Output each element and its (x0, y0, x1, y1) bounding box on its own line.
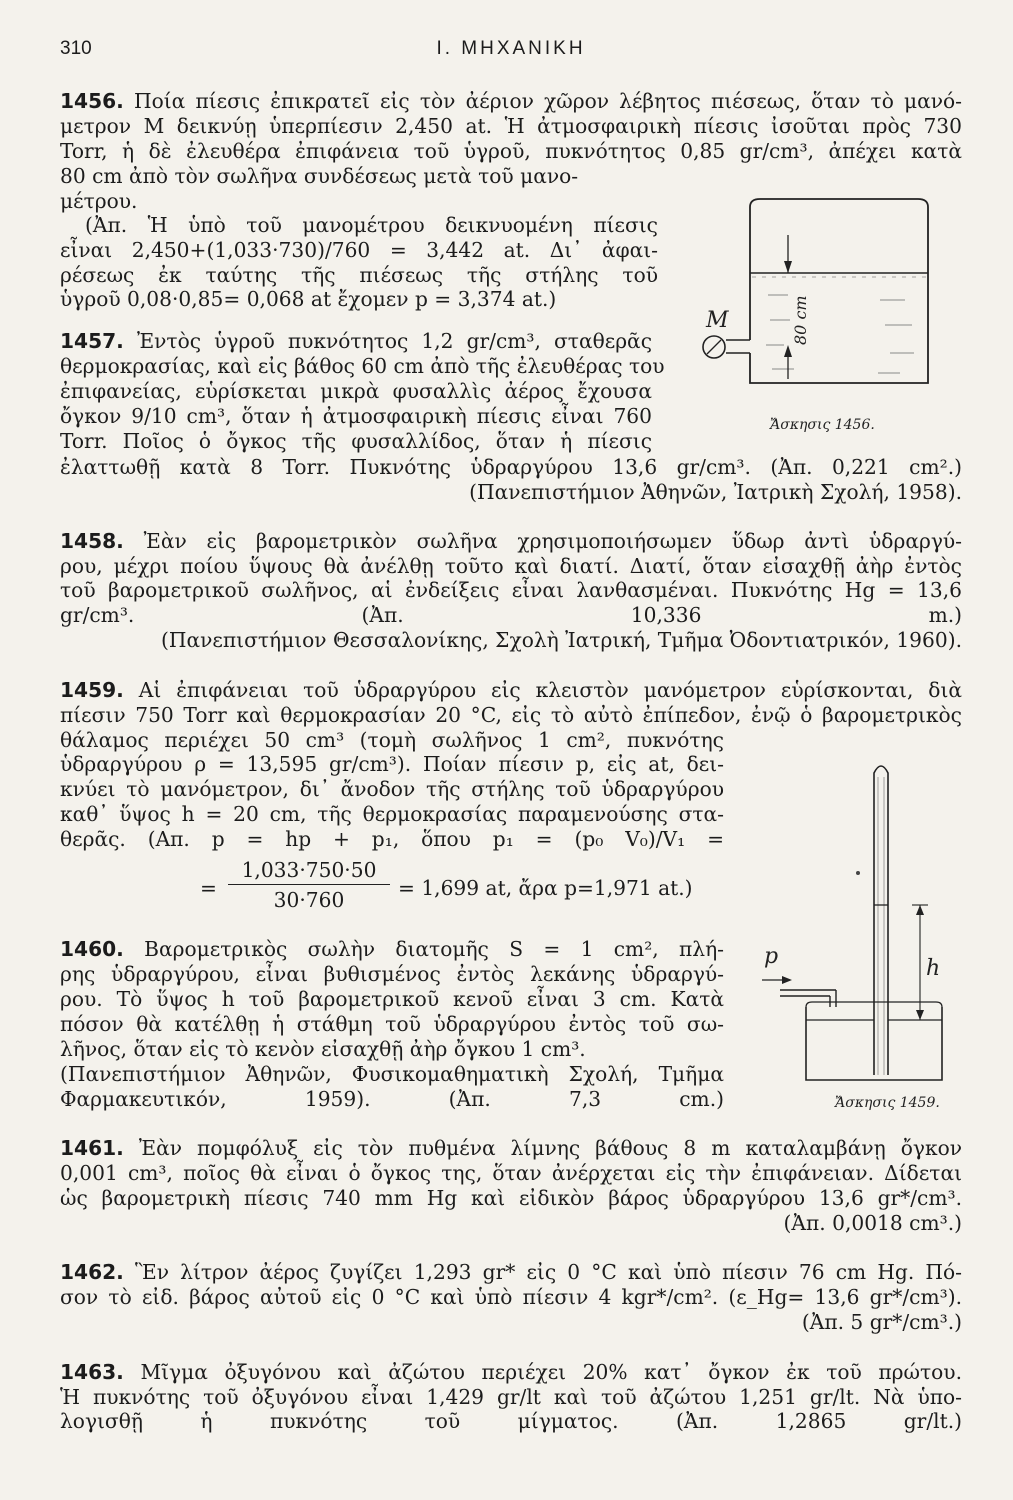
closed-manometer-diagram (750, 745, 980, 1120)
source-line: (Πανεπιστήμιον Θεσσαλονίκης, Σχολὴ Ἰατρική, Τμῆμα Ὀδοντιατρικόν, 1960). (161, 628, 962, 652)
text-line: (Ἀπ. Ἡ ὑπὸ τοῦ μανομέτρου δεικνυομένη πίεσις (85, 213, 658, 237)
text-line: 1461. Ἐὰν πομφόλυξ εἰς τὸν πυθμένα λίμνης βάθους 8 m καταλαμβάνῃ ὄγκον (60, 1136, 962, 1160)
text-line: κνύει τὸ μανόμετρον, δι᾽ ἄνοδον τῆς στήλης τοῦ ὑδραργύρου (60, 777, 724, 801)
page-header (60, 38, 962, 68)
text-line: καθ᾽ ὕψος h = 20 cm, τῆς θερμοκρασίας παραμενούσης στα- (60, 802, 724, 826)
text-line: θερμοκρασίας, καὶ εἰς βάθος 60 cm ἀπὸ τῆς ἐλευθέρας του (60, 354, 665, 378)
fraction-numerator: 1,033·750·50 (241, 858, 377, 882)
text-line: ρου, μέχρι ποίου ὕψους θὰ ἀνέλθῃ τοῦτο καὶ διατί. Διατί, ὅταν εἰσαχθῇ ἀὴρ ἐντὸς (60, 554, 962, 578)
text-line: 80 cm ἀπὸ τὸν σωλῆνα συνδέσεως μετὰ τοῦ μανο- (60, 164, 579, 188)
text-line: μετρον Μ δεικνύῃ ὑπερπίεσιν 2,450 at. Ἡ ἀτμοσφαιρικὴ πίεσις ἰσοῦται πρὸς 730 (60, 114, 962, 138)
text-line: εἶναι 2,450+(1,033·730)/760 = 3,442 at. Δι᾽ ἀφαι- (60, 238, 658, 262)
text-line: Torr, ἡ δὲ ἐλευθέρα ἐπιφάνεια τοῦ ὑγροῦ, πυκνότητος 0,85 gr/cm³, ἀπέχει κατὰ (60, 139, 962, 163)
text-line: πίεσιν 750 Torr καὶ θερμοκρασίαν 20 °C, εἰς τὸ αὐτὸ ἐπίπεδον, ἐνῷ ὁ βαρομετρικὸς (60, 703, 962, 727)
text-line: Φαρμακευτικόν, 1959). (Ἀπ. 7,3 cm.) (60, 1087, 724, 1111)
text-line: ρης ὑδραργύρου, εἶναι βυθισμένος ἐντὸς λεκάνης ὑδραργύ- (60, 962, 724, 986)
source-line: (Πανεπιστήμιον Ἀθηνῶν, Ἰατρικὴ Σχολή, 1958). (469, 480, 962, 504)
text-line: Ἡ πυκνότης τοῦ ὀξυγόνου εἶναι 1,429 gr/lt καὶ τοῦ ἀζώτου 1,251 gr/lt. Νὰ ὑπο- (60, 1385, 962, 1409)
text-line: σον τὸ εἰδ. βάρος αὐτοῦ εἰς 0 °C καὶ ὑπὸ πίεσιν 4 kgr*/cm². (ε_Hg= 13,6 gr*/cm³). (60, 1285, 962, 1309)
running-title: I. ΜΗΧΑΝΙΚΗ (436, 38, 586, 59)
figure-caption: Ἄσκησις 1456. (770, 417, 875, 433)
text-line: 0,001 cm³, ποῖος θὰ εἶναι ὁ ὄγκος της, ὅταν ἀνέρχεται εἰς τὴν ἐπιφάνειαν. Δίδεται (60, 1161, 962, 1185)
text-line: λῆνος, ὅταν εἰς τὸ κενὸν εἰσαχθῇ ἀὴρ ὄγκου 1 cm³. (60, 1037, 586, 1061)
text-line: θάλαμος περιέχει 50 cm³ (τομὴ σωλῆνος 1 cm², πυκνότης (60, 728, 724, 752)
text-line: (Πανεπιστήμιον Ἀθηνῶν, Φυσικομαθηματικὴ Σχολή, Τμῆμα (60, 1062, 724, 1086)
manometer-label: M (706, 308, 729, 333)
pressure-label: p (764, 944, 779, 969)
textbook-page: 310 I. ΜΗΧΑΝΙΚΗ 1456. Ποία πίεσις ἐπικρατεῖ εἰς τὸν ἀέριον χῶρον λέβητος πιέσεως, ὅταν τὸ μανό- μετρον Μ δεικνύῃ ὑπερπίεσιν 2,450 at. Ἡ ἀτμοσφαιρικὴ πίεσις ἰσοῦται πρὸς 730 Torr, ἡ δὲ ἐλευθέρα ἐπιφάνεια τοῦ ὑγροῦ, πυκνότητος 0,85 gr/cm³, ἀπέχει κατὰ 80 cm ἀπὸ τὸν σωλῆνα συνδέσεως μετὰ τοῦ μανο- μέτρου. (Ἀπ. Ἡ ὑπὸ τοῦ μανομέτρου δεικνυομένη πίεσις εἶναι 2,450+(1,033·730)/760 = 3,442 at. Δι᾽ ἀφαι- ρέσεως ἐκ ταύτης τῆς πιέσεως τῆς στήλης τοῦ ὑγροῦ 0,08·0,85= 0,068 at ἔχομεν p = 3,374 at.) 80 cm M Ἄσκησις 1456. 1457. Ἐντὸς ὑγροῦ πυκνότητος 1,2 gr/cm³, σταθερᾶς θερμοκρασίας, καὶ εἰς βάθος 60 cm ἀπὸ τῆς ἐλευθέρας του ἐπιφανείας, εὑρίσκεται μικρὰ φυσαλλὶς ἀέρος ἔχουσα ὄγκον 9/10 cm³, ὅταν ἡ ἀτμοσφαιρικὴ πίεσις εἶναι 760 Torr. Ποῖος ὁ ὄγκος τῆς φυσαλλίδος, ὅταν ἡ πίεσις ἐλαττωθῇ κατὰ 8 Torr. Πυκνότης ὑδραργύρου 13,6 gr/cm³. (Ἀπ. 0,221 cm².) (Πανεπιστήμιον Ἀθηνῶν, Ἰατρικὴ Σχολή, 1958). 1458. Ἐὰν εἰς βαρομετρικὸν σωλῆνα χρησιμοποιήσωμεν ὕδωρ ἀντὶ ὑδραργύ- ρου, μέχρι ποίου ὕψους θὰ ἀνέλθῃ τοῦτο καὶ διατί. Διατί, ὅταν εἰσαχθῇ ἀὴρ ἐντὸς τοῦ βαρομετρικοῦ σωλῆνος, αἱ ἐνδείξεις εἶναι λανθασμέναι. Πυκνότης Hg = 13,6 gr/cm³. (Ἀπ. 10,336 m.) (Πανεπιστήμιον Θεσσαλονίκης, Σχολὴ Ἰατρική, Τμῆμα Ὀδοντιατρικόν, 1960). 1459. Αἱ ἐπιφάνειαι τοῦ ὑδραργύρου εἰς κλειστὸν μανόμετρον εὑρίσκονται, διὰ πίεσιν 750 Torr καὶ θερμοκρασίαν 20 °C, εἰς τὸ αὐτὸ ἐπίπεδον, ἐνῷ ὁ βαρομετρικὸς θάλαμος περιέχει 50 cm³ (τομὴ σωλῆνος 1 cm², πυκνότης ὑδραργύρου ρ = 13,595 gr/cm³). Ποίαν πίεσιν p, εἰς at, δει- κνύει τὸ μανόμετρον, δι᾽ ἄνοδον τῆς στήλης τοῦ ὑδραργύρου καθ᾽ ὕψος h = 20 cm, τῆς θερμοκρασίας παραμενούσης στα- θερᾶς. (Απ. p = hp + p₁, ὅπου p₁ = (p₀ V₀)/V₁ = = 1,033·750·50 30·760 = 1,699 at, ἄρα p=1,971 at.) 1460. Βαρομετρικὸς σωλὴν διατομῆς S = 1 cm², πλή- ρης ὑδραργύρου, εἶναι βυθισμένος ἐντὸς λεκάνης ὑδραργύ- ρου. Τὸ ὕψος h τοῦ βαρομετρικοῦ κενοῦ εἶναι 3 cm. Κατὰ πόσον θὰ κατέλθῃ ἡ στάθμη τοῦ ὑδραργύρου ἐντὸς τοῦ σω- λῆνος, ὅταν εἰς τὸ κενὸν εἰσαχθῇ ἀὴρ ὄγκου 1 cm³. (Πανεπιστήμιον Ἀθηνῶν, Φυσικομαθηματικὴ Σχολή, Τμῆμα Φαρμακευτικόν, 1959). (Ἀπ. 7,3 cm.) p h Ἄσκησις 1459. 1461. Ἐὰν πομφόλυξ εἰς τὸν πυθμένα λίμνης βάθους 8 m καταλαμβάνῃ ὄγκον 0,001 cm³, ποῖος θὰ εἶναι ὁ ὄγκος της, ὅταν ἀνέρχεται εἰς τὴν ἐπιφάνειαν. Δίδεται ὡς βαρομετρικὴ πίεσις 740 mm Hg καὶ εἰδικὸν βάρος ὑδραργύρου 13,6 gr*/cm³. (Ἀπ. 0,0018 cm³.) 1462. Ἓν λίτρον ἀέρος ζυγίζει 1,293 gr* εἰς 0 °C καὶ ὑπὸ πίεσιν 76 cm Hg. Πό- σον τὸ εἰδ. βάρος αὐτοῦ εἰς 0 °C καὶ ὑπὸ πίεσιν 4 kgr*/cm². (ε_Hg= 13,6 gr*/cm³). (Ἀπ. 5 gr*/cm³.) 1463. Μῖγμα ὀξυγόνου καὶ ἀζώτου περιέχει 20% κατ᾽ ὄγκον ἐκ τοῦ πρώτου. Ἡ πυκνότης τοῦ ὀξυγόνου εἶναι 1,429 gr/lt καὶ τοῦ ἀζώτου 1,251 gr/lt. Νὰ ὑπο- λογισθῇ ἡ πυκνότης τοῦ μίγματος. (Ἀπ. 1,2865 gr/lt.) (0, 0, 1013, 1500)
page-number: 310 (60, 38, 92, 59)
text-line: 1462. Ἓν λίτρον ἀέρος ζυγίζει 1,293 gr* εἰς 0 °C καὶ ὑπὸ πίεσιν 76 cm Hg. Πό- (60, 1260, 962, 1284)
fraction-bar (228, 884, 390, 885)
text-line: ὑγροῦ 0,08·0,85= 0,068 at ἔχομεν p = 3,374 at.) (60, 287, 557, 311)
text-line: 1460. Βαρομετρικὸς σωλὴν διατομῆς S = 1 cm², πλή- (60, 937, 724, 961)
exercise-number: 1461. (60, 1136, 124, 1160)
exercise-number: 1456. (60, 89, 124, 113)
exercise-number: 1463. (60, 1360, 124, 1384)
text-line: ἐπιφανείας, εὑρίσκεται μικρὰ φυσαλλὶς ἀέρος ἔχουσα (60, 379, 652, 403)
exercise-number: 1460. (60, 937, 124, 961)
text-line: ρου. Τὸ ὕψος h τοῦ βαρομετρικοῦ κενοῦ εἶναι 3 cm. Κατὰ (60, 987, 724, 1011)
text-line: 1456. Ποία πίεσις ἐπικρατεῖ εἰς τὸν ἀέριον χῶρον λέβητος πιέσεως, ὅταν τὸ μανό- (60, 89, 962, 113)
text-line: ρέσεως ἐκ ταύτης τῆς πιέσεως τῆς στήλης τοῦ (60, 263, 658, 287)
answer-line: (Ἀπ. 5 gr*/cm³.) (801, 1310, 962, 1334)
text-line: Torr. Ποῖος ὁ ὄγκος τῆς φυσαλλίδος, ὅταν ἡ πίεσις (60, 429, 652, 453)
exercise-number: 1457. (60, 329, 124, 353)
text-line: θερᾶς. (Απ. p = hp + p₁, ὅπου p₁ = (p₀ V₀)/V₁ = (60, 827, 724, 851)
exercise-number: 1462. (60, 1260, 124, 1284)
text-line: ὄγκον 9/10 cm³, ὅταν ἡ ἀτμοσφαιρικὴ πίεσις εἶναι 760 (60, 404, 652, 428)
text-line: 1458. Ἐὰν εἰς βαρομετρικὸν σωλῆνα χρησιμοποιήσωμεν ὕδωρ ἀντὶ ὑδραργύ- (60, 529, 962, 553)
text-line: gr/cm³. (Ἀπ. 10,336 m.) (60, 603, 962, 627)
text-line: λογισθῇ ἡ πυκνότης τοῦ μίγματος. (Ἀπ. 1,2865 gr/lt.) (60, 1409, 962, 1433)
text-line: ὡς βαρομετρικὴ πίεσις 740 mm Hg καὶ εἰδικὸν βάρος ὑδραργύρου 13,6 gr*/cm³. (60, 1186, 962, 1210)
fraction-denominator: 30·760 (273, 888, 345, 912)
fraction-result: = 1,699 at, ἄρα p=1,971 at.) (398, 876, 693, 900)
text-line: 1459. Αἱ ἐπιφάνειαι τοῦ ὑδραργύρου εἰς κλειστὸν μανόμετρον εὑρίσκονται, διὰ (60, 678, 962, 702)
text-line: τοῦ βαρομετρικοῦ σωλῆνος, αἱ ἐνδείξεις εἶναι λανθασμέναι. Πυκνότης Hg = 13,6 (60, 578, 962, 602)
text-line: μέτρου. (60, 189, 138, 213)
height-label: h (926, 956, 941, 981)
dimension-label: 80 cm (791, 295, 810, 345)
text-line: ὑδραργύρου ρ = 13,595 gr/cm³). Ποίαν πίεσιν p, εἰς at, δει- (60, 752, 724, 776)
figure-caption: Ἄσκησις 1459. (835, 1095, 940, 1111)
answer-line: (Ἀπ. 0,0018 cm³.) (783, 1211, 962, 1235)
exercise-number: 1458. (60, 529, 124, 553)
text-line: 1463. Μῖγμα ὀξυγόνου καὶ ἀζώτου περιέχει 20% κατ᾽ ὄγκον ἐκ τοῦ πρώτου. (60, 1360, 962, 1384)
text-line: ἐλαττωθῇ κατὰ 8 Torr. Πυκνότης ὑδραργύρου 13,6 gr/cm³. (Ἀπ. 0,221 cm².) (60, 455, 962, 479)
exercise-number: 1459. (60, 678, 124, 702)
text-line: 1457. Ἐντὸς ὑγροῦ πυκνότητος 1,2 gr/cm³, σταθερᾶς (60, 329, 652, 353)
text-line: πόσον θὰ κατέλθῃ ἡ στάθμη τοῦ ὑδραργύρου ἐντὸς τοῦ σω- (60, 1012, 724, 1036)
tank-manometer-diagram (690, 195, 970, 445)
